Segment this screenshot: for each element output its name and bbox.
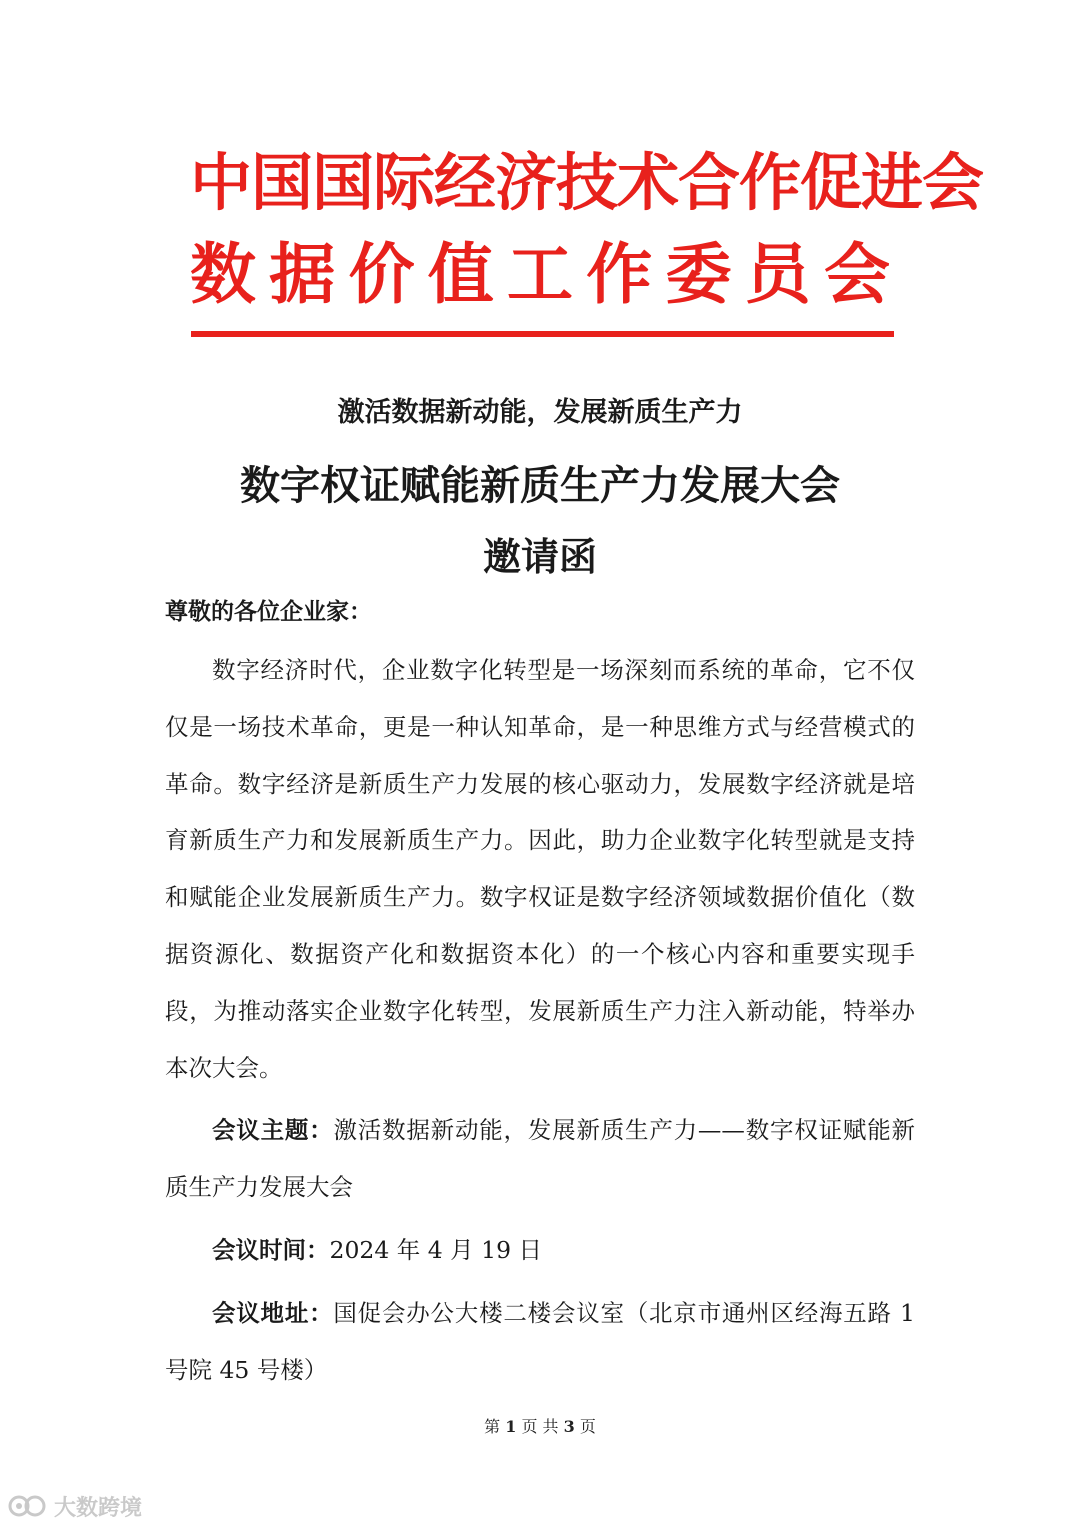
intro-paragraph: 数字经济时代，企业数字化转型是一场深刻而系统的革命，它不仅仅是一场技术革命，更是一种认知革命，是一种思维方式与经营模式的革命。数字经济是新质生产力发展的核心驱动力，发展数字经济就是培育新质生产力和发展新质生产力。因此，助力企业数字化转型就是支持和赋能企业发展新质生产力。数字权证是数字经济领域数据价值化（数据资源化、数据资产化和数据资本化）的一个核心内容和重要实现手段，为推动落实企业数字化转型，发展新质生产力注入新动能，特举办本次大会。 [165,656,915,1082]
watermark [8,1488,142,1524]
meeting-address-value: 国促会办公大楼二楼会议室（北京市通州区经海五路 1 号院 45 号楼） [165,1298,916,1384]
meeting-address-label: 会议地址： [212,1298,334,1327]
document-type-title: 邀请函 [482,534,597,579]
event-title: 数字权证赋能新质生产力发展大会 [240,462,840,509]
meeting-theme-label: 会议主题： [212,1116,334,1145]
footer-middle: 页 共 [521,1417,559,1436]
org-name-line1: 中国国际经济技术合作促进会 [190,146,984,219]
footer-suffix: 页 [579,1417,596,1436]
slogan: 激活数据新动能，发展新质生产力 [337,397,743,428]
meeting-address [165,1285,915,1399]
meeting-time-value: 2024 年 4 月 19 日 [329,1235,543,1264]
meeting-theme [165,1102,915,1216]
org-name-line2: 数据价值工作委员会 [190,236,890,313]
watermark-text: 大数跨境 [54,1495,143,1521]
meeting-time-label: 会议时间： [212,1235,330,1264]
meeting-theme-value: 激活数据新动能，发展新质生产力——数字权证赋能新质生产力发展大会 [165,1116,916,1202]
meeting-time [165,1222,915,1279]
letter-body [165,642,915,1398]
salutation: 尊敬的各位企业家： [165,598,372,625]
current-page-number: 1 [505,1417,517,1436]
brand-logo-icon [8,1493,48,1519]
footer-prefix: 第 [484,1417,501,1436]
total-page-count: 3 [563,1417,575,1436]
page-footer [0,1414,1080,1440]
header-divider [191,331,894,337]
